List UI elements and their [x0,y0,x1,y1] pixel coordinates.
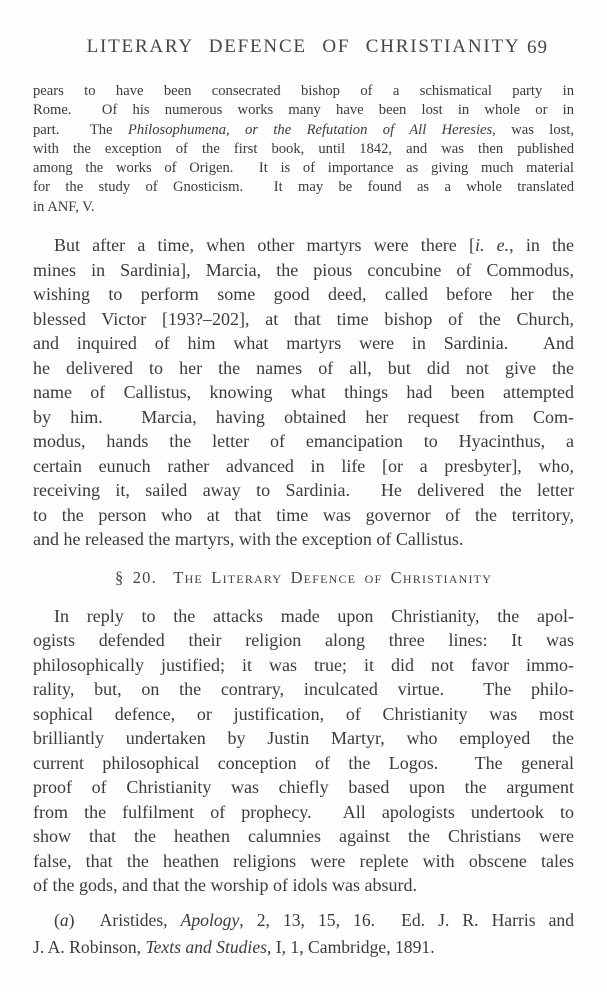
quotation-paragraph [33,233,574,552]
text-segment: by him. Marcia, having obtained her request from Com- [33,406,574,427]
text-line [33,282,574,307]
text-segment: false, that the heathen religions were replete with obscene tales [33,850,574,871]
text-line [33,604,574,629]
italic-text-segment: Philosophumena, or the Refutation of All Heresies [127,121,493,138]
text-line [33,178,574,197]
footnote-paragraph [33,907,574,961]
text-line [33,429,574,454]
text-line [33,405,574,430]
text-segment: blessed Victor [193?–202], at that time bishop of the Church, [33,308,574,329]
text-line [33,677,574,702]
text-segment: he delivered to her the names of all, but did not give the [33,357,574,378]
text-line [33,478,574,503]
running-head-title: LITERARY DEFENCE OF CHRISTIANITY [86,36,521,57]
text-line [33,454,574,479]
text-line [33,934,574,961]
text-segment: brilliantly undertaken by Justin Martyr, who employed the [33,728,574,749]
text-segment: pears to have been consecrated bishop of a schismatical party in [33,83,574,99]
text-line [33,140,574,159]
text-segment: modus, hands the letter of emancipation to Hyacinthus, a [33,431,574,452]
text-line [33,121,574,140]
text-segment: among the works of Origen. It is of importance as giving much material [33,160,574,177]
text-segment: of the gods, and that the worship of idols was absurd. [33,875,417,896]
italic-text-segment: i. e. [474,235,510,256]
text-line [33,628,574,653]
text-segment: name of Callistus, knowing what things had been attempted [33,382,574,403]
text-line [33,258,574,283]
body-paragraph [33,604,574,898]
text-line [33,775,574,800]
text-line [33,233,574,258]
text-segment: But after a time, when other martyrs were there [ [54,235,475,256]
text-line [33,503,574,528]
text-segment: ) Aristides, [68,909,181,930]
text-line [33,702,574,727]
text-line [33,380,574,405]
text-line [33,653,574,678]
text-line [33,726,574,751]
text-line [33,82,574,101]
italic-text-segment: a [59,909,69,930]
text-segment: sophical defence, or justification, of Christianity was most [33,703,574,724]
text-segment: for the study of Gnosticism. It may be found as a whole translated [33,179,574,196]
text-segment: In reply to the attacks made upon Christianity, the apol- [54,605,574,626]
text-segment: certain eunuch rather advanced in life [or a presbyter], who, [33,455,574,476]
text-line [33,800,574,825]
page-number: 69 [527,37,548,58]
text-segment: ogists defended their religion along three lines: It was [33,630,574,651]
text-segment: , in the [509,235,574,256]
text-line [33,849,574,874]
text-segment: from the fulfilment of prophecy. All apologists undertook to [33,801,574,822]
text-line [33,159,574,178]
text-segment: and inquired of him what martyrs were in Sardinia. And [33,333,574,354]
text-segment: show that the heathen calumnies against the Christians were [33,826,574,847]
text-segment: receiving it, sailed away to Sardinia. He delivered the letter [33,480,574,501]
text-line [33,331,574,356]
text-segment: and he released the martyrs, with the exception of Callistus. [33,529,464,550]
text-segment: , I, 1, Cambridge, 1891. [266,936,435,957]
text-segment: mines in Sardinia], Marcia, the pious concubine of Commodus, [33,259,574,280]
text-segment: , 2, 13, 15, 16. Ed. J. R. Harris and [239,909,575,930]
text-segment: rality, but, on the contrary, inculcated virtue. The philo- [33,679,574,700]
text-segment: ( [54,909,60,930]
text-segment: , was lost, [492,121,575,138]
text-segment: wishing to perform some good deed, called before her the [33,284,574,305]
continuation-note-paragraph [33,82,574,217]
text-line [33,307,574,332]
text-segment: proof of Christianity was chiefly based upon the argument [33,777,574,798]
italic-text-segment: Texts and Studies [145,936,267,957]
text-segment: J. A. Robinson, [33,936,146,957]
text-segment: with the exception of the first book, until 1842, and was then published [33,140,574,157]
italic-text-segment: Apology [180,909,240,930]
text-line [33,824,574,849]
text-line [33,907,574,934]
text-line [33,527,574,552]
text-line [33,751,574,776]
text-segment: philosophically justified; it was true; it did not favor immo- [33,654,574,675]
text-segment: part. The [33,121,128,138]
text-line [33,873,574,898]
text-segment: to the person who at that time was governor of the territory, [33,504,574,525]
text-segment: current philosophical conception of the Logos. The general [33,752,574,773]
text-line [33,198,574,217]
section-heading: § 20. The Literary Defence of Christianity [114,567,493,587]
text-segment: in ANF, V. [33,198,95,215]
text-line [33,101,574,120]
text-line [33,356,574,381]
running-head [33,36,574,62]
text-segment: Rome. Of his numerous works many have been lost in whole or in [33,102,574,119]
